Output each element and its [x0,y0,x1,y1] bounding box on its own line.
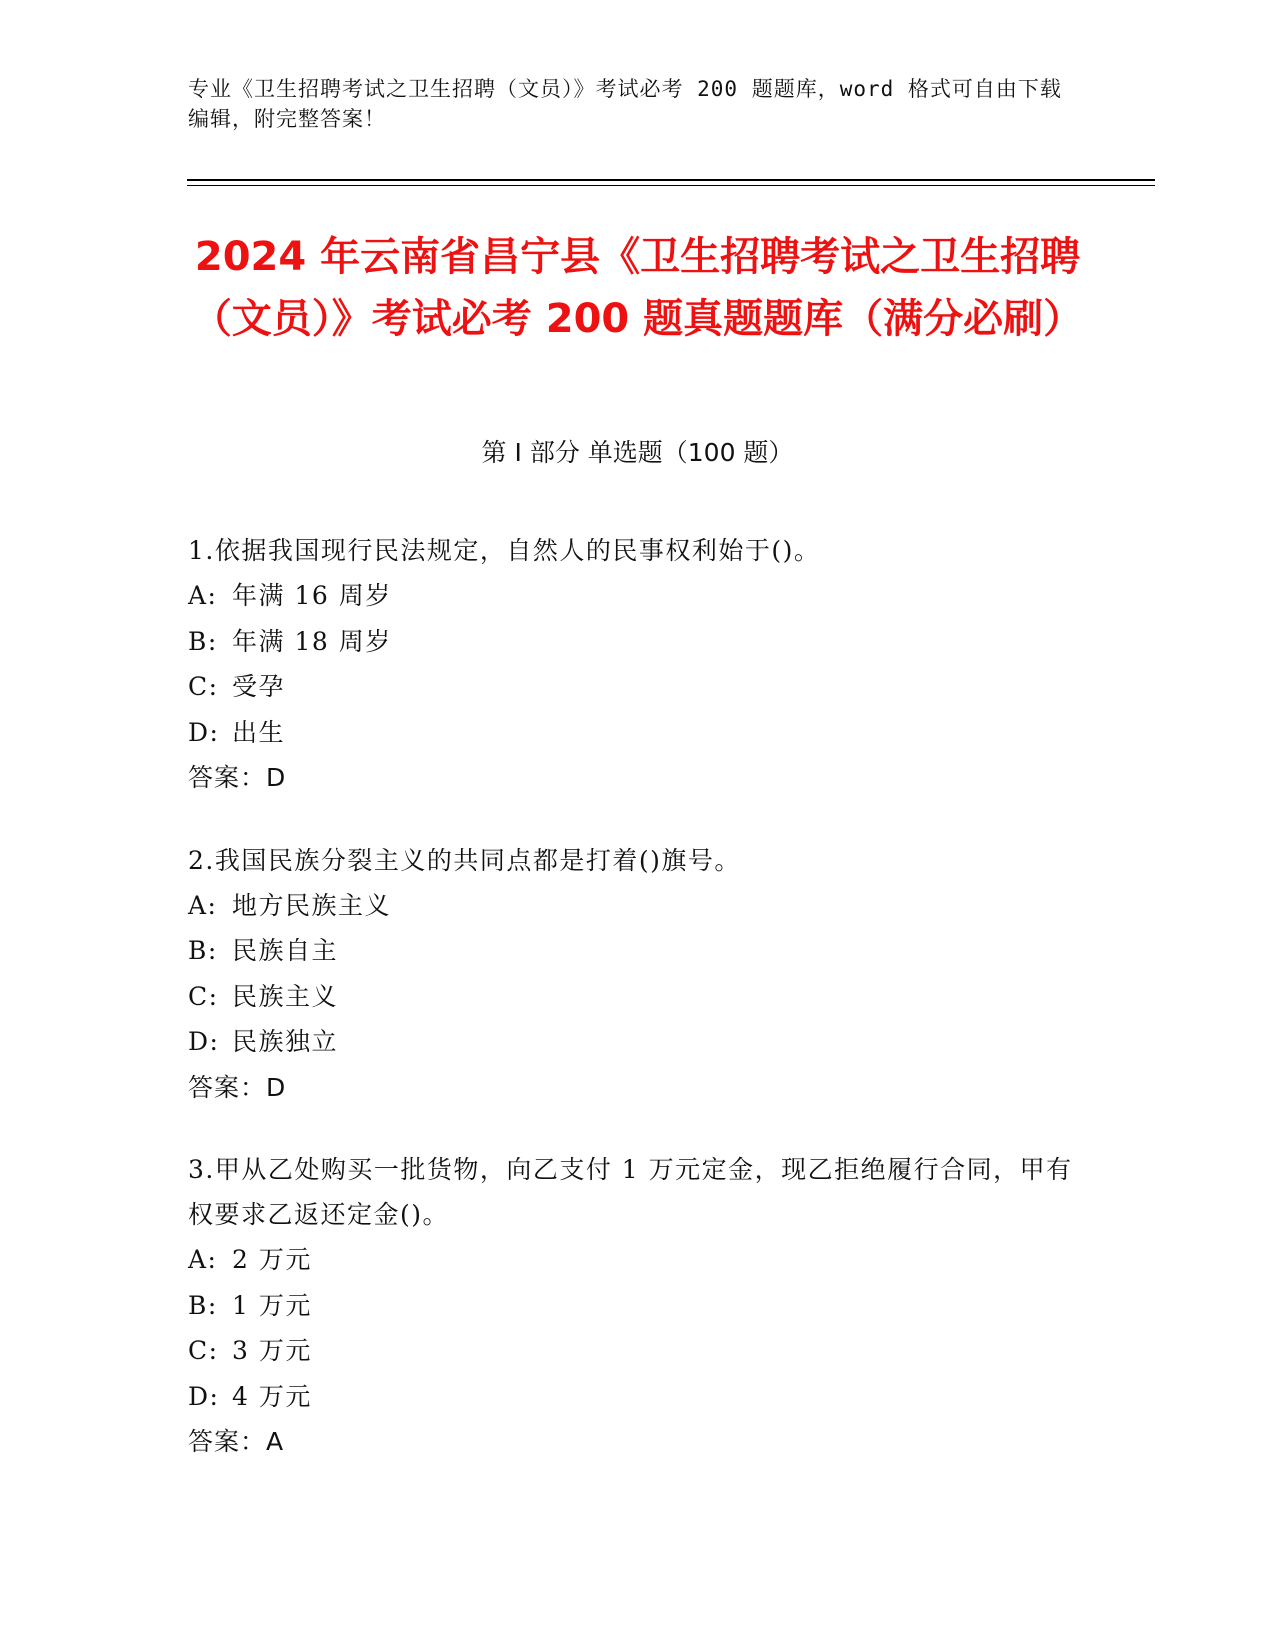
option-text: 1 万元 [232,1290,312,1320]
header-divider-thin [187,185,1155,186]
option-key: A: [188,581,218,610]
option-text: 2 万元 [232,1245,312,1274]
option-text: 4 万元 [232,1381,312,1411]
header-divider [187,179,1155,181]
option-text: 受孕 [232,672,286,701]
question-list [188,528,1088,1502]
question-2 [188,838,1088,1111]
option-d [188,710,1088,756]
option-b [188,1283,1088,1329]
document-title: 2024 年云南省昌宁县《卫生招聘考试之卫生招聘（文员）》考试必考 200 题真题题库（满分必刷） [191,234,1084,342]
option-key: B: [188,1290,218,1320]
answer-line: 答案：D [188,763,287,792]
answer-line: 答案：D [188,1072,287,1102]
option-text: 年满 18 周岁 [232,626,392,656]
option-key: D: [188,717,220,747]
option-key: C: [188,672,219,701]
option-c [188,1328,1088,1374]
option-text: 3 万元 [232,1336,312,1365]
option-a [188,573,1088,619]
question-stem: 2.我国民族分裂主义的共同点都是打着()旗号。 [188,845,741,875]
option-text: 地方民族主义 [232,890,392,920]
option-text: 民族自主 [232,936,339,965]
option-key: C: [188,981,219,1011]
question-1 [188,528,1088,801]
question-stem: 1.依据我国现行民法规定，自然人的民事权利始于()。 [188,536,821,565]
option-text: 年满 16 周岁 [232,581,392,610]
option-key: B: [188,936,218,965]
section-heading: 第 I 部分 单选题（100 题） [481,438,794,467]
option-b [188,619,1088,665]
question-stem: 3.甲从乙处购买一批货物，向乙支付 1 万元定金，现乙拒绝履行合同，甲有权要求乙返还定金()。 [188,1155,1073,1229]
option-a [188,883,1088,929]
option-b [188,928,1088,974]
answer-line: 答案：A [188,1427,285,1456]
option-key: A: [188,890,218,920]
option-d [188,1019,1088,1065]
option-a [188,1237,1088,1283]
option-text: 民族独立 [232,1027,339,1056]
option-key: D: [188,1027,220,1056]
header-note: 专业《卫生招聘考试之卫生招聘（文员）》考试必考 200 题题库，word 格式可自由下载编辑，附完整答案！ [188,77,1062,131]
option-key: D: [188,1381,220,1411]
option-text: 出生 [232,717,286,747]
option-key: B: [188,626,218,656]
option-c [188,974,1088,1020]
option-c [188,664,1088,710]
question-3 [188,1147,1088,1465]
option-d [188,1374,1088,1420]
option-key: A: [188,1245,218,1274]
option-text: 民族主义 [232,981,339,1011]
option-key: C: [188,1336,219,1365]
